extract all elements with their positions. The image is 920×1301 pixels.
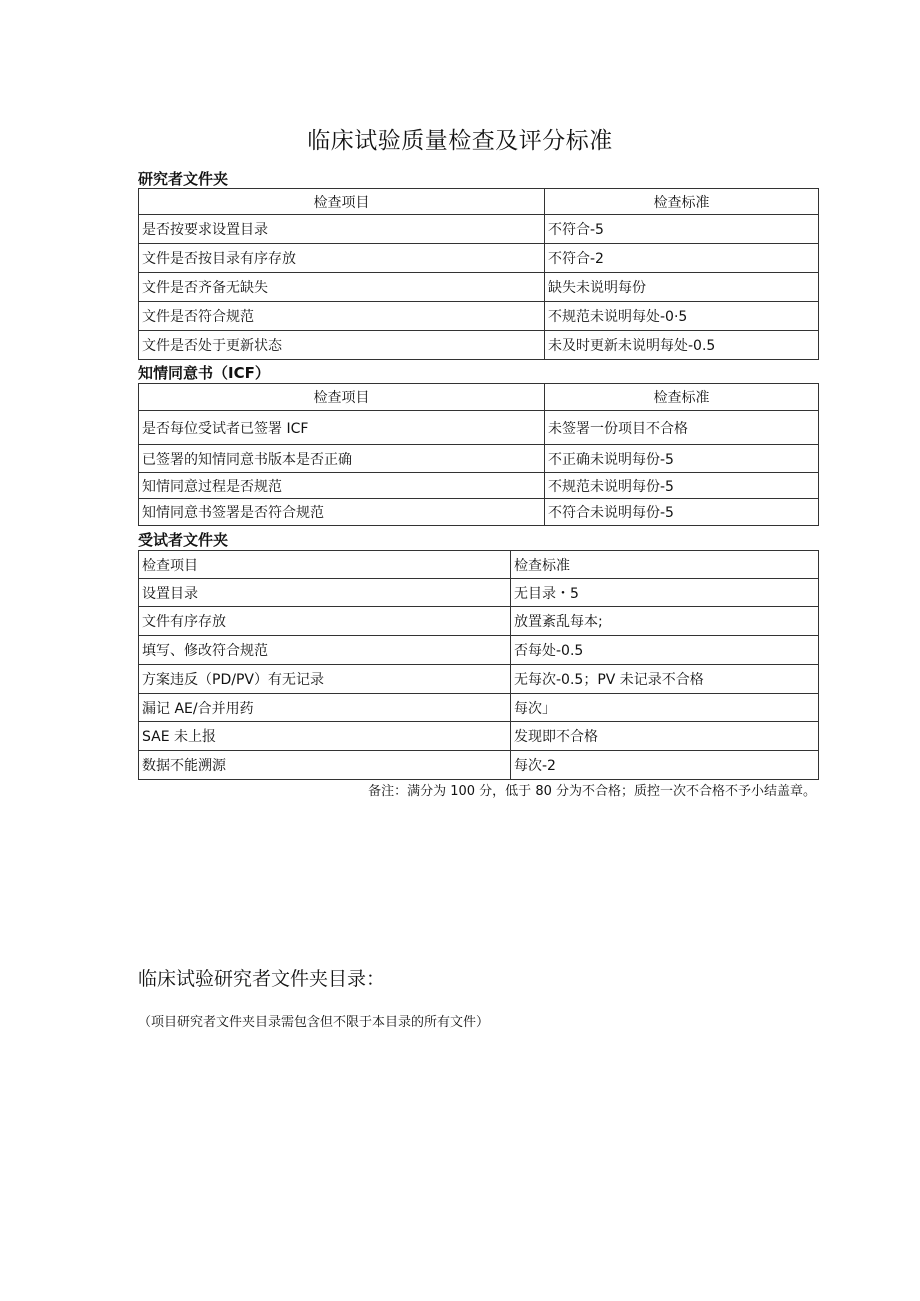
- table-row: [139, 473, 819, 499]
- table-row: [139, 331, 819, 360]
- header-item: 检查项目: [139, 551, 511, 579]
- table-row: [139, 722, 819, 751]
- section-title-investigator-folder: 研究者文件夹: [138, 170, 229, 188]
- table-row: [139, 244, 819, 273]
- toc-title: 临床试验研究者文件夹目录：: [138, 968, 386, 990]
- row-item: 已签署的知情同意书版本是否正确: [139, 445, 545, 473]
- row-standard: 未及时更新未说明每处-0.5: [545, 331, 819, 360]
- table-row: [139, 215, 819, 244]
- header-standard: 检查标准: [545, 189, 819, 215]
- table-header-row: [139, 384, 819, 411]
- table-row: [139, 579, 819, 607]
- row-item: 是否每位受试者已签署 ICF: [139, 411, 545, 445]
- table-row: [139, 273, 819, 302]
- row-standard: 不规范未说明每处-0·5: [545, 302, 819, 331]
- row-item: 文件是否齐备无缺失: [139, 273, 545, 302]
- table-row: [139, 302, 819, 331]
- row-standard: 不规范未说明每份-5: [545, 473, 819, 499]
- table-header-row: [139, 189, 819, 215]
- section-title-subject-folder: 受试者文件夹: [138, 531, 229, 549]
- table-row: [139, 499, 819, 526]
- row-standard: 每次-2: [511, 751, 819, 780]
- page-title: 临床试验质量检查及评分标准: [307, 128, 613, 154]
- row-item: 设置目录: [139, 579, 511, 607]
- header-standard: 检查标准: [545, 384, 819, 411]
- row-item: 是否按要求设置目录: [139, 215, 545, 244]
- row-standard: 发现即不合格: [511, 722, 819, 751]
- table-row: [139, 694, 819, 722]
- row-standard: 否每处-0.5: [511, 636, 819, 665]
- row-item: SAE 未上报: [139, 722, 511, 751]
- table-row: [139, 751, 819, 780]
- table-row: [139, 665, 819, 694]
- row-item: 漏记 AE/合并用药: [139, 694, 511, 722]
- row-standard: 不符合-5: [545, 215, 819, 244]
- row-item: 文件是否按目录有序存放: [139, 244, 545, 273]
- row-item: 文件是否符合规范: [139, 302, 545, 331]
- section-title-informed-consent: 知情同意书（ICF）: [138, 364, 270, 382]
- row-standard: 不符合-2: [545, 244, 819, 273]
- investigator-folder-table: [138, 188, 819, 360]
- row-standard: 不符合未说明每份-5: [545, 499, 819, 526]
- row-item: 文件是否处于更新状态: [139, 331, 545, 360]
- informed-consent-table: [138, 383, 819, 526]
- row-standard: 无每次-0.5；PV 未记录不合格: [511, 665, 819, 694]
- scoring-note: 备注：满分为 100 分，低于 80 分为不合格；质控一次不合格不予小结盖章。: [368, 784, 816, 799]
- table-header-row: [139, 551, 819, 579]
- header-item: 检查项目: [139, 384, 545, 411]
- header-standard: 检查标准: [511, 551, 819, 579]
- row-item: 知情同意书签署是否符合规范: [139, 499, 545, 526]
- header-item: 检查项目: [139, 189, 545, 215]
- row-standard: 放置紊乱每本;: [511, 607, 819, 636]
- table-row: [139, 411, 819, 445]
- row-standard: 未签署一份项目不合格: [545, 411, 819, 445]
- row-standard: 不正确未说明每份-5: [545, 445, 819, 473]
- row-item: 知情同意过程是否规范: [139, 473, 545, 499]
- table-row: [139, 607, 819, 636]
- row-item: 方案违反（PD/PV）有无记录: [139, 665, 511, 694]
- row-standard: 缺失未说明每份: [545, 273, 819, 302]
- row-item: 数据不能溯源: [139, 751, 511, 780]
- row-standard: 每次」: [511, 694, 819, 722]
- table-row: [139, 636, 819, 665]
- row-item: 填写、修改符合规范: [139, 636, 511, 665]
- toc-subtitle: （项目研究者文件夹目录需包含但不限于本目录的所有文件）: [138, 1015, 490, 1030]
- row-standard: 无目录・5: [511, 579, 819, 607]
- table-row: [139, 445, 819, 473]
- row-item: 文件有序存放: [139, 607, 511, 636]
- subject-folder-table: [138, 550, 819, 780]
